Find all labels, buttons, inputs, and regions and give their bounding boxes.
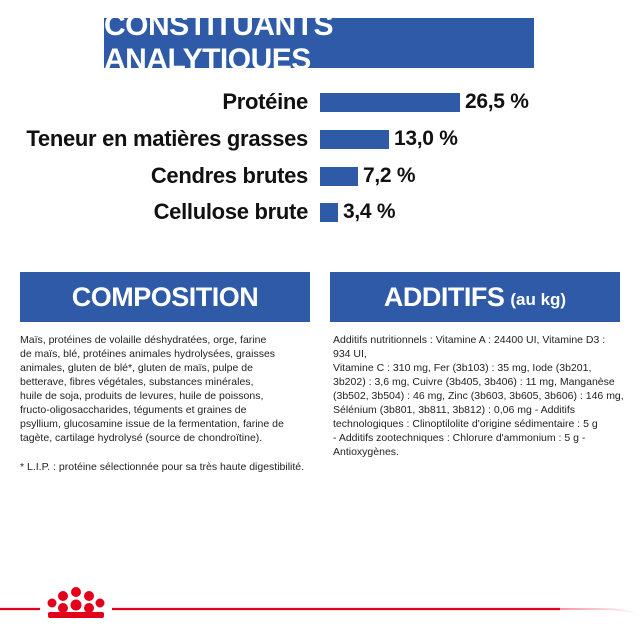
composition-line: tagète, cartilage hydrolysé (source de chondroïtine). — [20, 432, 263, 444]
row-bar — [320, 93, 460, 112]
row-value: 13,0 % — [394, 127, 458, 150]
analytics-title: CONSTITUANTS ANALYTIQUES — [104, 9, 333, 76]
composition-line: Maïs, protéines de volaille déshydratées, orge, farine — [20, 334, 267, 346]
additifs-line: Sélénium (3b801, 3b811, 3b812) : 0,06 mg - Additifs — [333, 404, 576, 416]
additifs-title: ADDITIFS — [383, 281, 505, 312]
additifs-line: technologiques : Clinoptilolite d'origine sédimentaire : 5 g — [333, 418, 598, 430]
composition-line: psyllium, glucosamine issue de la fermentation, farine de — [20, 418, 284, 430]
analytics-row — [0, 194, 640, 230]
composition-line: huile de soja, produits de levures, huile de poissons, — [20, 390, 264, 402]
composition-line: de maïs, blé, protéines animales hydrolysées, graisses — [20, 348, 276, 360]
footnote: * L.I.P. : protéine sélectionnée pour sa très haute digestibilité. — [20, 461, 305, 473]
row-bar — [320, 130, 389, 149]
composition-title: COMPOSITION — [71, 281, 259, 312]
additifs-line: Vitamine C : 310 mg, Fer (3b103) : 35 mg, Iode (3b201, — [333, 362, 592, 374]
row-label: Cendres brutes — [150, 163, 308, 188]
additifs-line: 3b202) : 3,6 mg, Cuivre (3b405, 3b406) : 11 mg, Manganèse — [333, 376, 615, 388]
additifs-line: Antioxygènes. — [333, 446, 399, 458]
analytics-row — [0, 158, 640, 194]
row-value: 26,5 % — [465, 90, 529, 113]
row-label: Teneur en matières grasses — [26, 126, 308, 151]
additifs-line: (3b502, 3b504) : 46 mg, Zinc (3b603, 3b605, 3b606) : 146 mg, — [333, 390, 624, 402]
composition-line: animales, gluten de blé*, gluten de maïs, pulpe de — [20, 362, 253, 374]
additifs-line: Additifs nutritionnels : Vitamine A : 24400 UI, Vitamine D3 : 934 UI, — [333, 334, 606, 360]
additifs-text — [333, 333, 625, 459]
row-bar — [320, 203, 338, 222]
additifs-header — [330, 272, 620, 322]
composition-line: betterave, fibres végétales, substances minérales, — [20, 376, 254, 388]
additifs-line: - Additifs zootechniques : Chlorure d'ammonium : 5 g - — [333, 432, 586, 444]
analytics-row — [0, 121, 640, 157]
royal-canin-crown-icon — [40, 586, 112, 620]
row-label: Protéine — [222, 89, 308, 114]
additifs-subtitle: (au kg) — [510, 290, 567, 309]
composition-text — [20, 333, 312, 445]
analytics-header — [104, 9, 534, 76]
composition-header — [20, 272, 310, 322]
row-label: Cellulose brute — [153, 199, 308, 224]
row-bar — [320, 167, 358, 186]
composition-line: fructo-oligosaccharides, téguments et graines de — [20, 404, 247, 416]
row-value: 3,4 % — [343, 200, 396, 223]
analytics-row — [0, 84, 640, 120]
row-value: 7,2 % — [363, 164, 416, 187]
